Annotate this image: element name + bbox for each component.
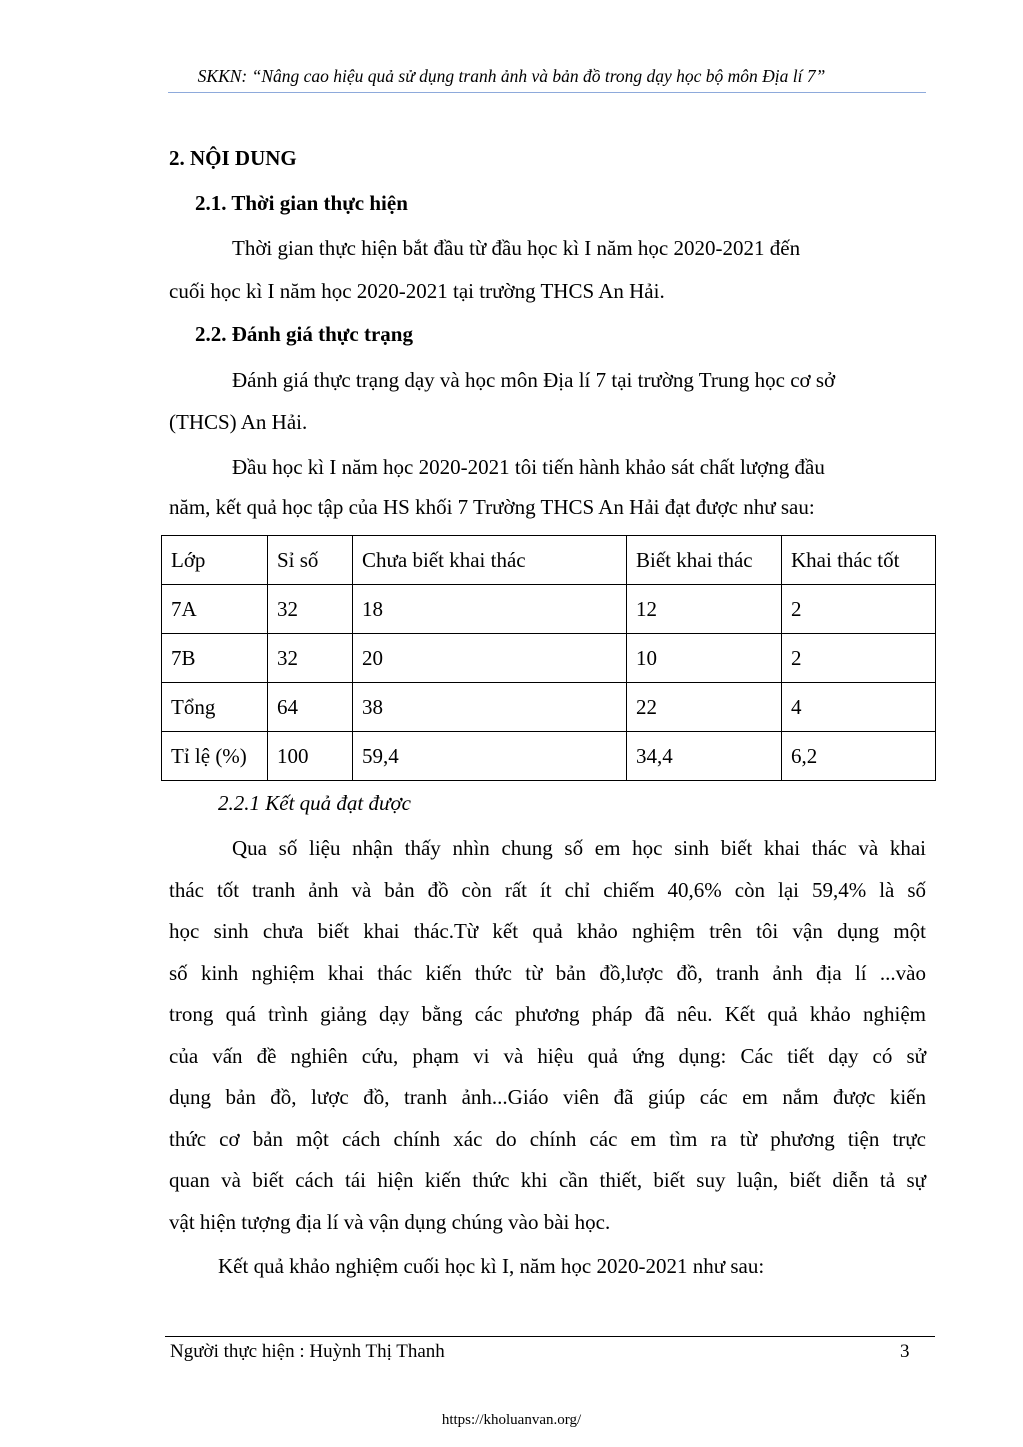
table-cell: Tổng <box>162 683 268 732</box>
paragraph-line: Đánh giá thực trạng dạy và học môn Địa lí 7 tại trường Trung học cơ sở <box>232 368 836 392</box>
footer-author: Người thực hiện : Huỳnh Thị Thanh <box>170 1341 445 1362</box>
page-header-title: SKKN: “Nâng cao hiệu quả sử dụng tranh ảnh và bản đồ trong dạy học bộ môn Địa lí 7” <box>197 66 826 86</box>
paragraph-line: vật hiện tượng địa lí và vận dụng chúng vào bài học. <box>169 1210 611 1234</box>
footer-divider <box>165 1336 935 1337</box>
table-row <box>162 634 936 683</box>
table-header-cell: Chưa biết khai thác <box>353 536 627 585</box>
table-header-cell: Khai thác tốt <box>782 536 936 585</box>
table-cell: 32 <box>268 634 353 683</box>
table-header-cell: Sỉ số <box>268 536 353 585</box>
paragraph-line: số kinh nghiệm khai thác kiến thức từ bản đồ,lược đồ, tranh ảnh địa lí ...vào <box>169 961 926 985</box>
survey-results-table <box>161 535 936 781</box>
heading-thoi-gian-thuc-hien: 2.1. Thời gian thực hiện <box>195 191 408 215</box>
table-cell: 34,4 <box>627 732 782 781</box>
header-divider <box>168 92 926 93</box>
paragraph-line: dụng bản đồ, lược đồ, tranh ảnh...Giáo viên đã giúp các em nắm được kiến <box>169 1085 926 1109</box>
table-row <box>162 585 936 634</box>
paragraph-line: cuối học kì I năm học 2020-2021 tại trường THCS An Hải. <box>169 279 665 303</box>
page-number: 3 <box>900 1341 910 1362</box>
heading-ket-qua-dat-duoc: 2.2.1 Kết quả đạt được <box>218 791 411 815</box>
paragraph-line: năm, kết quả học tập của HS khối 7 Trường THCS An Hải đạt được như sau: <box>169 495 815 519</box>
table-header-cell: Biết khai thác <box>627 536 782 585</box>
paragraph-line: Thời gian thực hiện bắt đầu từ đầu học kì I năm học 2020-2021 đến <box>232 236 801 260</box>
table-cell: 20 <box>353 634 627 683</box>
source-url-link[interactable]: https://kholuanvan.org/ <box>441 1412 582 1428</box>
paragraph-line: Đầu học kì I năm học 2020-2021 tôi tiến hành khảo sát chất lượng đầu <box>232 455 825 479</box>
table-header-row <box>162 536 936 585</box>
paragraph-line: Qua số liệu nhận thấy nhìn chung số em học sinh biết khai thác và khai <box>232 836 926 860</box>
paragraph-line: thác tốt tranh ảnh và bản đồ còn rất ít chỉ chiếm 40,6% còn lại 59,4% là số <box>169 878 926 902</box>
table-cell: Tỉ lệ (%) <box>162 732 268 781</box>
paragraph-line: (THCS) An Hải. <box>169 410 308 434</box>
table-cell: 22 <box>627 683 782 732</box>
paragraph-line: quan và biết cách tái hiện kiến thức khi cần thiết, biết suy luận, biết diễn tả sự <box>169 1168 926 1192</box>
table-cell: 7B <box>162 634 268 683</box>
table-cell: 2 <box>782 585 936 634</box>
table-cell: 7A <box>162 585 268 634</box>
table-cell: 12 <box>627 585 782 634</box>
table-cell: 4 <box>782 683 936 732</box>
paragraph-line: học sinh chưa biết khai thác.Từ kết quả khảo nghiệm trên tôi vận dụng một <box>169 919 926 943</box>
table-cell: 38 <box>353 683 627 732</box>
table-cell: 100 <box>268 732 353 781</box>
table-row <box>162 683 936 732</box>
paragraph-line: trong quá trình giảng dạy bằng các phương pháp đã nêu. Kết quả khảo nghiệm <box>169 1002 926 1026</box>
table-row <box>162 732 936 781</box>
heading-danh-gia-thuc-trang: 2.2. Đánh giá thực trạng <box>195 322 413 346</box>
paragraph-line: Kết quả khảo nghiệm cuối học kì I, năm học 2020-2021 như sau: <box>218 1254 765 1278</box>
heading-noi-dung: 2. NỘI DUNG <box>169 146 297 170</box>
table-header-cell: Lớp <box>162 536 268 585</box>
paragraph-line: của vấn đề nghiên cứu, phạm vi và hiệu quả ứng dụng: Các tiết dạy có sử <box>169 1044 926 1068</box>
table-cell: 59,4 <box>353 732 627 781</box>
table-cell: 32 <box>268 585 353 634</box>
paragraph-line: thức cơ bản một cách chính xác do chính các em tìm ra từ phương tiện trực <box>169 1127 926 1151</box>
table-cell: 10 <box>627 634 782 683</box>
table-cell: 64 <box>268 683 353 732</box>
table-cell: 18 <box>353 585 627 634</box>
table-cell: 2 <box>782 634 936 683</box>
table-cell: 6,2 <box>782 732 936 781</box>
